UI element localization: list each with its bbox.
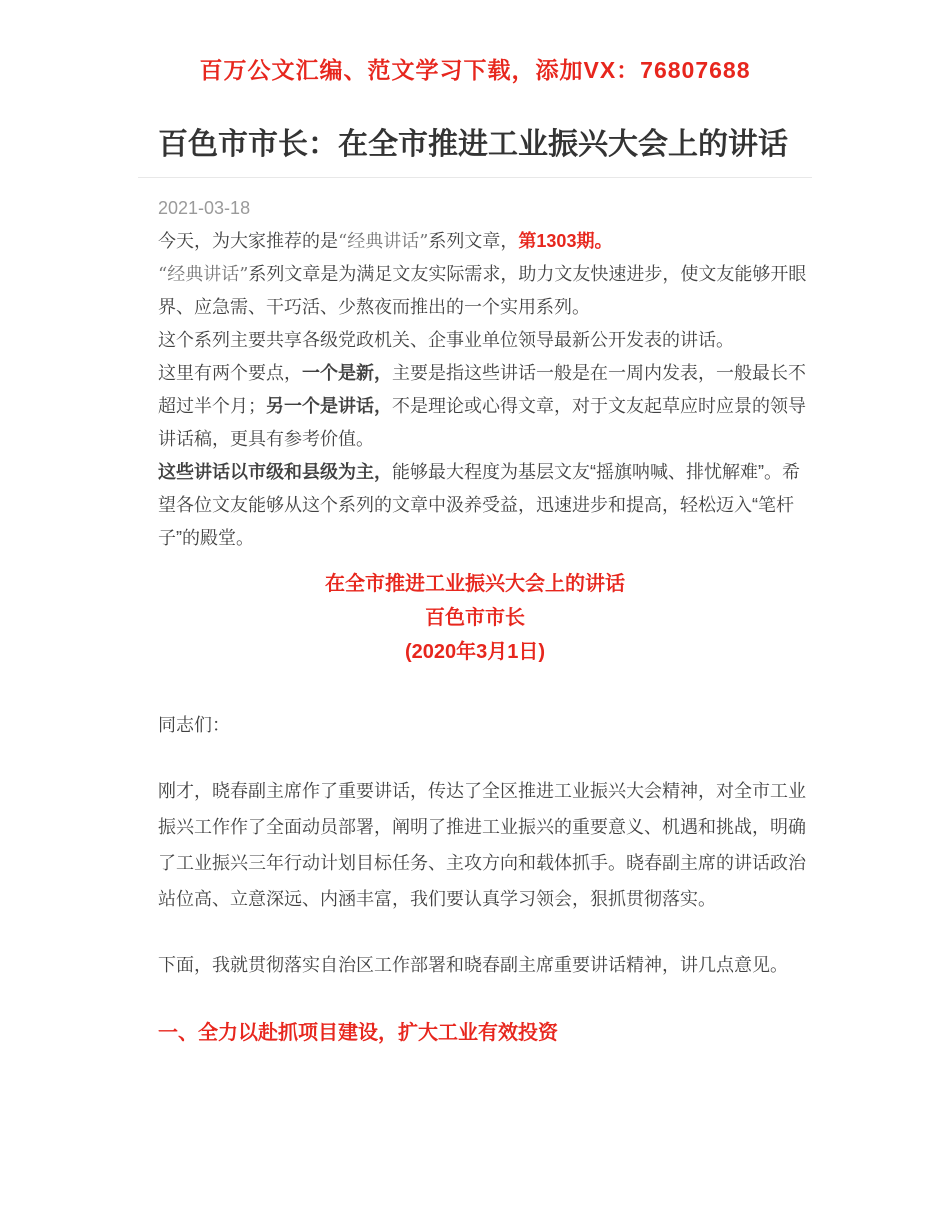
page-title: 百色市市长：在全市推进工业振兴大会上的讲话 — [158, 128, 788, 161]
text-segment-bold: 另一个是讲话， — [266, 396, 392, 416]
text-segment-serif: “经典讲话” — [158, 264, 249, 285]
intro-paragraph — [138, 357, 812, 456]
speech-heading-line: 百色市市长 — [425, 607, 525, 629]
speech-title-block — [138, 567, 812, 669]
text-segment-serif: “经典讲话” — [338, 231, 429, 252]
speech-body — [138, 707, 812, 1047]
intro-paragraph — [138, 258, 812, 324]
speech-paragraphs — [138, 773, 812, 983]
article-container — [138, 125, 812, 1047]
text-segment-normal: 主要是指这些讲话一般是在一周内发表，一般最长不超过半个月； — [158, 363, 806, 416]
text-segment-normal: 今天，为大家推荐的是 — [158, 231, 338, 251]
text-segment-red-bold: 第1303期。 — [518, 231, 613, 251]
intro-paragraph — [138, 225, 812, 258]
text-segment-normal: 系列文章， — [428, 231, 519, 251]
text-segment-normal: 能够最大程度为基层文友“摇旗呐喊、排忧解难”。希望各位文友能够从这个系列的文章中汲养受益，迅速进步和提高，轻松迈入“笔杆子”的殿堂。 — [158, 462, 800, 548]
speech-paragraph: 下面，我就贯彻落实自治区工作部署和晓春副主席重要讲话精神，讲几点意见。 — [158, 955, 788, 975]
publish-date: 2021-03-18 — [158, 198, 251, 218]
title-divider — [138, 177, 812, 178]
text-segment-normal: 不是理论或心得文章，对于文友起草应时应景的领导讲话稿，更具有参考价值。 — [158, 396, 806, 449]
text-segment-normal: 系列文章是为满足文友实际需求，助力文友快速进步，使文友能够开眼界、应急需、干巧活、少熬夜而推出的一个实用系列。 — [158, 264, 807, 317]
intro-paragraph — [138, 324, 812, 357]
section-heading-1: 一、全力以赴抓项目建设，扩大工业有效投资 — [158, 1022, 558, 1044]
text-segment-normal: 这个系列主要共享各级党政机关、企事业单位领导最新公开发表的讲话。 — [158, 330, 734, 350]
speech-heading-line: (2020年3月1日) — [404, 641, 546, 663]
text-segment-normal: 这里有两个要点， — [158, 363, 302, 383]
text-segment-bold: 一个是新， — [302, 363, 392, 383]
text-segment-bold: 这些讲话以市级和县级为主， — [158, 462, 392, 482]
intro-paragraphs — [138, 225, 812, 555]
speech-heading-line: 在全市推进工业振兴大会上的讲话 — [325, 573, 625, 595]
intro-paragraph — [138, 456, 812, 555]
salutation: 同志们： — [158, 715, 230, 735]
speech-paragraph: 刚才，晓春副主席作了重要讲话，传达了全区推进工业振兴大会精神，对全市工业振兴工作作了全面动员部署，阐明了推进工业振兴的重要意义、机遇和挑战，明确了工业振兴三年行动计划目标任务、主攻方向和载体抓手。晓春副主席的讲话政治站位高、立意深远、内涵丰富，我们要认真学习领会，狠抓贯彻落实。 — [158, 781, 806, 909]
promo-banner: 百万公文汇编、范文学习下载，添加VX：76807688 — [199, 57, 751, 83]
